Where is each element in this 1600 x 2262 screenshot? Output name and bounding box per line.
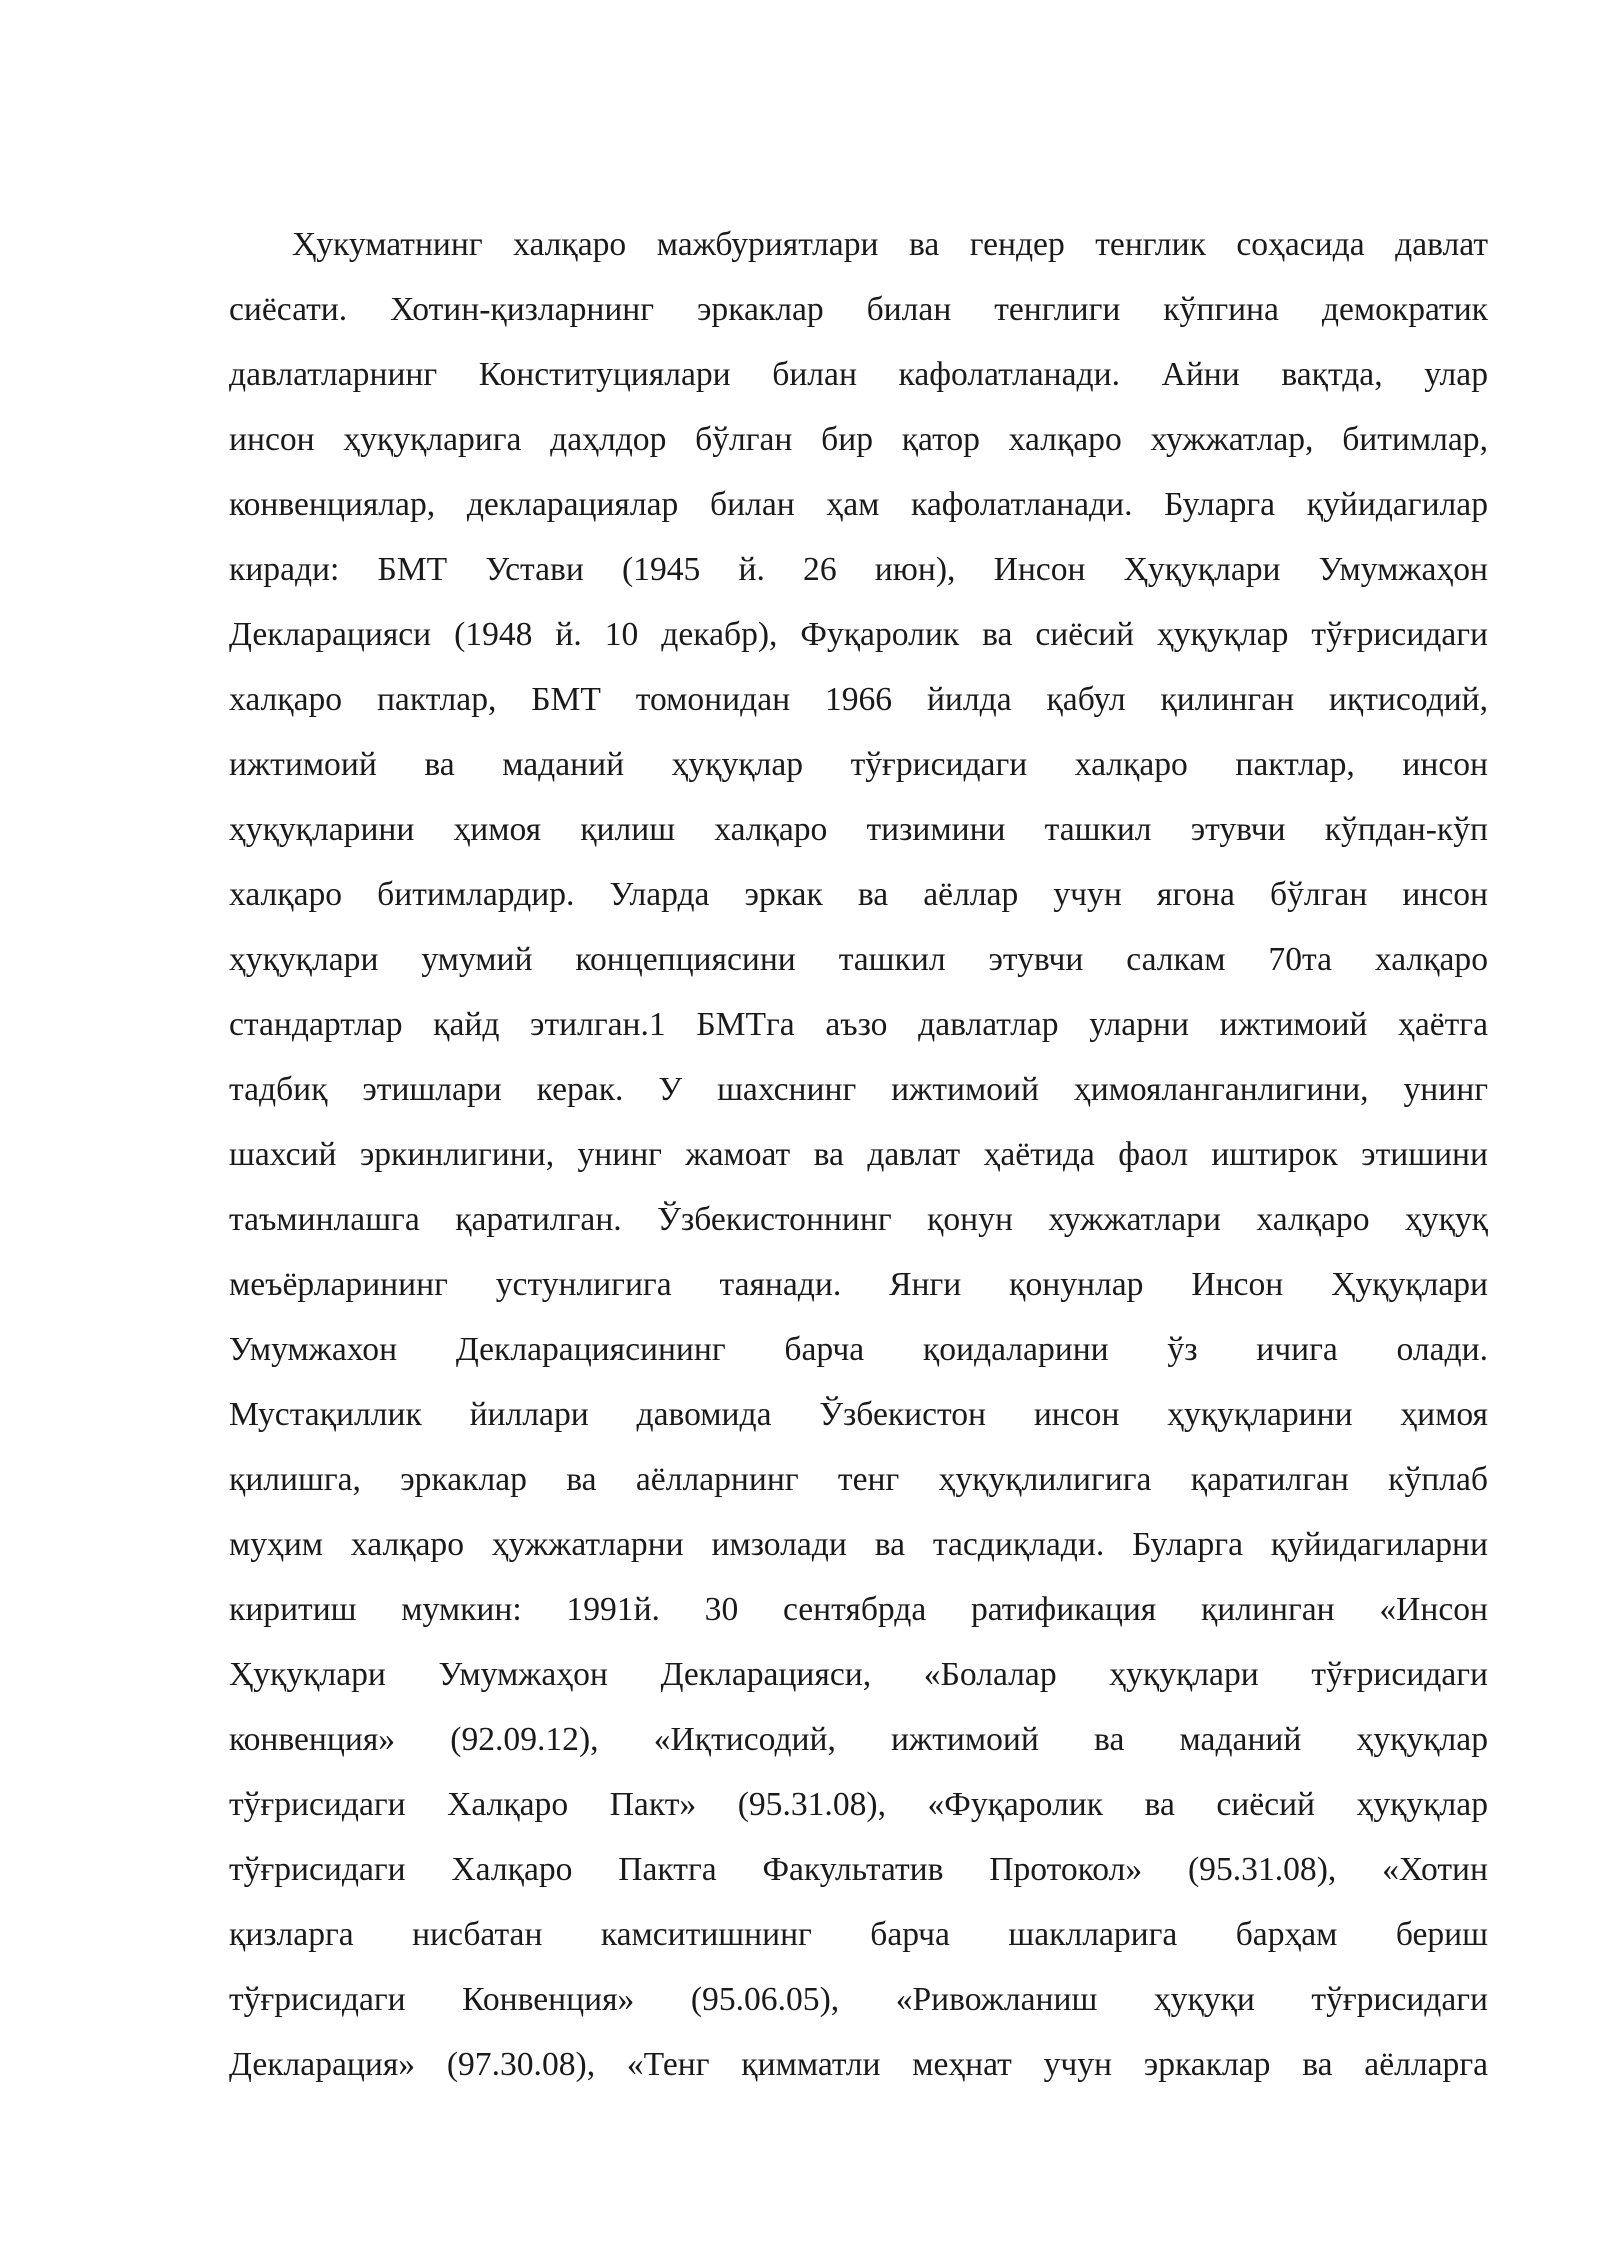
paragraph-line: сиёсати. Хотин-қизларнинг эркаклар билан тенглиги кўпгина демократик xyxy=(229,291,1488,328)
paragraph-line: ҳуқуқларини ҳимоя қилиш халқаро тизимини ташкил этувчи кўпдан-кўп xyxy=(229,811,1488,848)
paragraph-line: Умумжахон Декларациясининг барча қоидаларини ўз ичига олади. xyxy=(229,1331,1488,1368)
paragraph-line: Декларацияси (1948 й. 10 декабр), Фуқаролик ва сиёсий ҳуқуқлар тўғрисидаги xyxy=(229,616,1488,653)
paragraph-line: киради: БМТ Устави (1945 й. 26 июн), Инсон Ҳуқуқлари Умумжаҳон xyxy=(229,551,1488,588)
paragraph-line: тўғрисидаги Халқаро Пакт» (95.31.08), «Фуқаролик ва сиёсий ҳуқуқлар xyxy=(229,1786,1488,1823)
paragraph-line: қизларга нисбатан камситишнинг барча шаклларига барҳам бериш xyxy=(229,1916,1488,1953)
paragraph-line: муҳим халқаро ҳужжатларни имзолади ва тасдиқлади. Буларга қуйидагиларни xyxy=(229,1526,1488,1563)
paragraph-line: конвенция» (92.09.12), «Иқтисодий, ижтимоий ва маданий ҳуқуқлар xyxy=(229,1721,1488,1758)
paragraph-line: ҳуқуқлари умумий концепциясини ташкил этувчи салкам 70та халқаро xyxy=(229,941,1488,978)
paragraph-line: киритиш мумкин: 1991й. 30 сентябрда ратификация қилинган «Инсон xyxy=(229,1591,1488,1628)
paragraph-line: халқаро пактлар, БМТ томонидан 1966 йилда қабул қилинган иқтисодий, xyxy=(229,681,1488,718)
paragraph-line: ижтимоий ва маданий ҳуқуқлар тўғрисидаги халқаро пактлар, инсон xyxy=(229,746,1488,783)
paragraph-line: конвенциялар, декларациялар билан ҳам кафолатланади. Буларга қуйидагилар xyxy=(229,486,1488,523)
body-paragraph xyxy=(229,212,1488,2097)
paragraph-line: тадбиқ этишлари керак. У шахснинг ижтимоий ҳимояланганлигини, унинг xyxy=(229,1071,1488,1108)
paragraph-line: қилишга, эркаклар ва аёлларнинг тенг ҳуқуқлилигига қаратилган кўплаб xyxy=(229,1461,1488,1498)
paragraph-line: тўғрисидаги Конвенция» (95.06.05), «Ривожланиш ҳуқуқи тўғрисидаги xyxy=(229,1981,1488,2018)
paragraph-line: тўғрисидаги Халқаро Пактга Факультатив Протокол» (95.31.08), «Хотин xyxy=(229,1851,1488,1888)
paragraph-line: халқаро битимлардир. Уларда эркак ва аёллар учун ягона бўлган инсон xyxy=(229,876,1488,913)
paragraph-line: Ҳуқуқлари Умумжаҳон Декларацияси, «Болалар ҳуқуқлари тўғрисидаги xyxy=(229,1656,1488,1693)
paragraph-line: Декларация» (97.30.08), «Тенг қимматли меҳнат учун эркаклар ва аёлларга xyxy=(229,2046,1488,2083)
paragraph-line: Мустақиллик йиллари давомида Ўзбекистон инсон ҳуқуқларини ҳимоя xyxy=(229,1396,1488,1433)
paragraph-line: давлатларнинг Конституциялари билан кафолатланади. Айни вақтда, улар xyxy=(229,356,1488,393)
paragraph-line: меъёрларининг устунлигига таянади. Янги қонунлар Инсон Ҳуқуқлари xyxy=(229,1266,1488,1303)
paragraph-line: Ҳукуматнинг халқаро мажбуриятлари ва гендер тенглик соҳасида давлат xyxy=(292,226,1488,263)
paragraph-line: стандартлар қайд этилган.1 БМТга аъзо давлатлар уларни ижтимоий ҳаётга xyxy=(229,1006,1488,1043)
paragraph-line: инсон ҳуқуқларига даҳлдор бўлган бир қатор халқаро хужжатлар, битимлар, xyxy=(229,421,1488,458)
paragraph-line: шахсий эркинлигини, унинг жамоат ва давлат ҳаётида фаол иштирок этишини xyxy=(229,1136,1488,1173)
paragraph-line: таъминлашга қаратилган. Ўзбекистоннинг қонун хужжатлари халқаро ҳуқуқ xyxy=(229,1201,1488,1238)
